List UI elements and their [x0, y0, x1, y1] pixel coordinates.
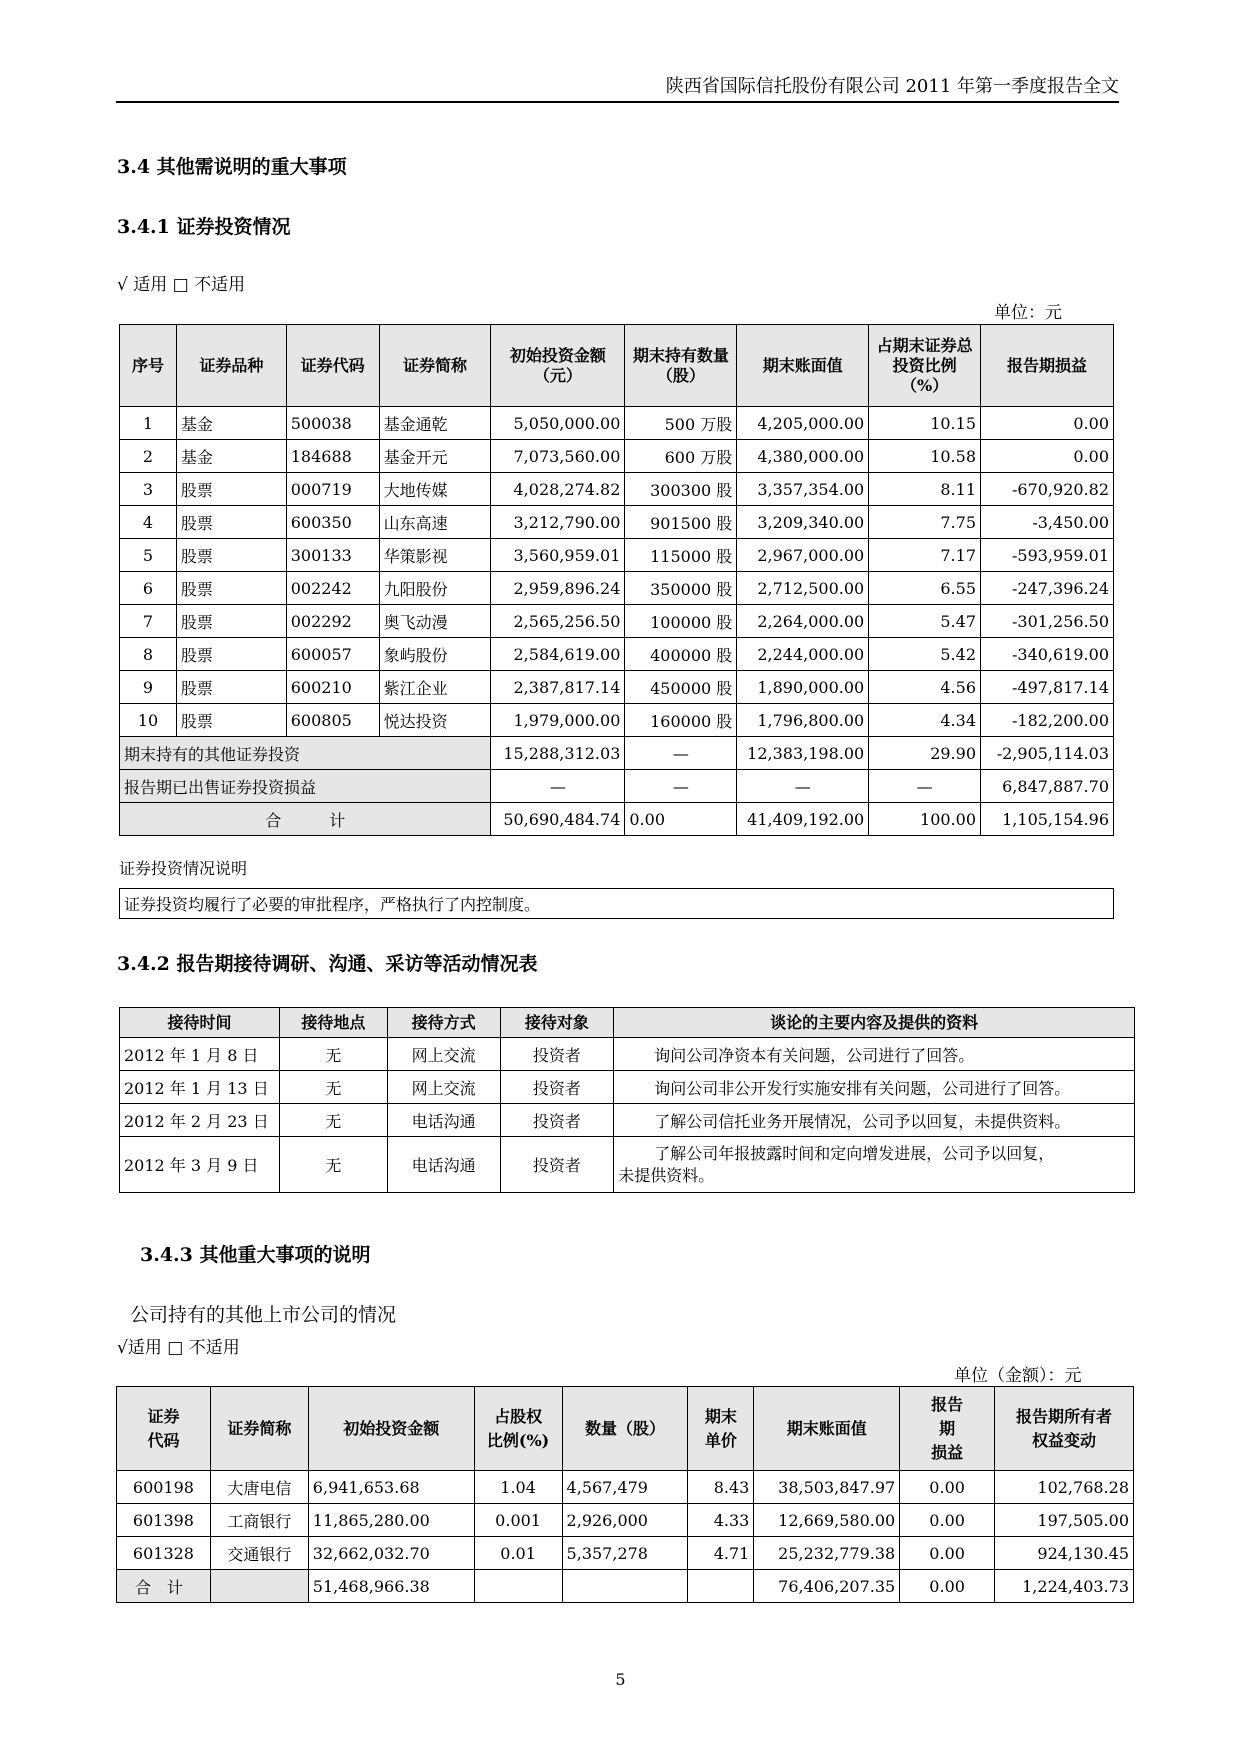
- row-label: 合 计: [117, 1570, 211, 1603]
- cell-code: 600350: [286, 506, 379, 539]
- cell-no: 4: [120, 506, 177, 539]
- cell-name: 山东高速: [379, 506, 491, 539]
- table-row: [117, 1537, 1134, 1570]
- cell-book: 38,503,847.97: [754, 1471, 900, 1504]
- col-header-content: 谈论的主要内容及提供的资料: [614, 1008, 1135, 1038]
- cell-type: 股票: [176, 506, 286, 539]
- cell-pl: 0.00: [900, 1471, 995, 1504]
- header-rule: [116, 101, 1119, 103]
- cell-initial: 2,959,896.24: [491, 572, 625, 605]
- section-3-4-2-title: 3.4.2 报告期接待调研、沟通、采访等活动情况表: [117, 953, 538, 975]
- cell-place: 无: [279, 1071, 387, 1104]
- col-header-qty: 期末持有数量（股）: [625, 325, 737, 407]
- cell-time: 2012 年 1 月 13 日: [120, 1071, 280, 1104]
- cell-initial: 2,387,817.14: [491, 671, 625, 704]
- cell-qty: 400000 股: [625, 638, 737, 671]
- cell-qty: 2,926,000: [562, 1504, 688, 1537]
- cell-qty: 500 万股: [625, 407, 737, 440]
- cell-pl: -247,396.24: [981, 572, 1114, 605]
- cell-method: 电话沟通: [387, 1104, 500, 1137]
- col-header-book: 期末账面值: [737, 325, 869, 407]
- cell-code: 600805: [286, 704, 379, 737]
- row-label: 期末持有的其他证券投资: [120, 737, 491, 770]
- cell-content: 询问公司净资本有关问题，公司进行了回答。: [614, 1038, 1135, 1071]
- section-3-4-3-title: 3.4.3 其他重大事项的说明: [140, 1244, 371, 1266]
- cell-price: 4.71: [688, 1537, 754, 1570]
- cell-pl: -3,450.00: [981, 506, 1114, 539]
- cell-qty: 160000 股: [625, 704, 737, 737]
- cell-book: 4,205,000.00: [737, 407, 869, 440]
- cell-name: 象屿股份: [379, 638, 491, 671]
- table-row: [120, 539, 1114, 572]
- cell-pl: -670,920.82: [981, 473, 1114, 506]
- cell-pl: -593,959.01: [981, 539, 1114, 572]
- cell-book: 12,383,198.00: [737, 737, 869, 770]
- col-header-ratio: [474, 1387, 562, 1471]
- cell-initial: 6,941,653.68: [308, 1471, 474, 1504]
- cell-equity: 102,768.28: [995, 1471, 1134, 1504]
- cell-target: 投资者: [500, 1137, 614, 1193]
- row-label: 报告期已出售证券投资损益: [120, 770, 491, 803]
- cell-empty: [210, 1570, 308, 1603]
- header-line: 报告: [931, 1394, 964, 1414]
- cell-initial: 51,468,966.38: [308, 1570, 474, 1603]
- cell-method: 电话沟通: [387, 1137, 500, 1193]
- col-header-price: [688, 1387, 754, 1471]
- cell-book: 2,264,000.00: [737, 605, 869, 638]
- cell-book: 41,409,192.00: [737, 803, 869, 836]
- table-row: [120, 605, 1114, 638]
- cell-pl: 0.00: [981, 440, 1114, 473]
- section-3-4-title: 3.4 其他需说明的重大事项: [117, 156, 347, 178]
- cell-content: 了解公司信托业务开展情况，公司予以回复，未提供资料。: [614, 1104, 1135, 1137]
- cell-pl: 0.00: [900, 1504, 995, 1537]
- cell-initial: 15,288,312.03: [491, 737, 625, 770]
- cell-ratio: 6.55: [869, 572, 981, 605]
- cell-type: 股票: [176, 638, 286, 671]
- cell-place: 无: [279, 1038, 387, 1071]
- col-header-pl: [900, 1387, 995, 1471]
- table-row-other: [120, 737, 1114, 770]
- cell-qty: 450000 股: [625, 671, 737, 704]
- unit-label-2: 单位（金额）：元: [954, 1366, 1082, 1386]
- cell-price: 8.43: [688, 1471, 754, 1504]
- cell-type: 股票: [176, 473, 286, 506]
- col-header-code: [117, 1387, 211, 1471]
- table-row: [120, 1137, 1135, 1193]
- cell-initial: —: [491, 770, 625, 803]
- cell-empty: [474, 1570, 562, 1603]
- cell-ratio: 10.15: [869, 407, 981, 440]
- section-3-4-3-subtitle: 公司持有的其他上市公司的情况: [130, 1304, 397, 1326]
- cell-type: 股票: [176, 605, 286, 638]
- col-header-equity: [995, 1387, 1134, 1471]
- cell-target: 投资者: [500, 1038, 614, 1071]
- table-row: [117, 1471, 1134, 1504]
- table-row: [120, 704, 1114, 737]
- cell-ratio: 7.17: [869, 539, 981, 572]
- cell-price: 4.33: [688, 1504, 754, 1537]
- cell-no: 7: [120, 605, 177, 638]
- table-row: [117, 1504, 1134, 1537]
- cell-code: 300133: [286, 539, 379, 572]
- col-header-book: 期末账面值: [754, 1387, 900, 1471]
- cell-ratio: 4.56: [869, 671, 981, 704]
- cell-name: 基金开元: [379, 440, 491, 473]
- cell-pl: -497,817.14: [981, 671, 1114, 704]
- cell-method: 网上交流: [387, 1071, 500, 1104]
- cell-code: 500038: [286, 407, 379, 440]
- unit-label-1: 单位：元: [994, 303, 1062, 323]
- cell-place: 无: [279, 1104, 387, 1137]
- col-header-method: 接待方式: [387, 1008, 500, 1038]
- applicable-checkbox-2: √适用 □ 不适用: [117, 1338, 240, 1358]
- col-header-type: 证券品种: [176, 325, 286, 407]
- cell-qty: 115000 股: [625, 539, 737, 572]
- cell-type: 基金: [176, 407, 286, 440]
- header-line: 证券: [147, 1406, 180, 1426]
- cell-name: 悦达投资: [379, 704, 491, 737]
- cell-no: 5: [120, 539, 177, 572]
- reception-activity-table: [119, 1007, 1135, 1193]
- cell-book: 12,669,580.00: [754, 1504, 900, 1537]
- cell-book: 25,232,779.38: [754, 1537, 900, 1570]
- cell-time: 2012 年 2 月 23 日: [120, 1104, 280, 1137]
- cell-code: 600198: [117, 1471, 211, 1504]
- col-header-no: 序号: [120, 325, 177, 407]
- cell-pl: -301,256.50: [981, 605, 1114, 638]
- cell-ratio: 8.11: [869, 473, 981, 506]
- cell-pl: 0.00: [981, 407, 1114, 440]
- cell-pl: -182,200.00: [981, 704, 1114, 737]
- table-row-total: [117, 1570, 1134, 1603]
- cell-name: 交通银行: [210, 1537, 308, 1570]
- col-header-ratio: 占期末证券总投资比例（%）: [869, 325, 981, 407]
- cell-name: 华策影视: [379, 539, 491, 572]
- table-row: [120, 506, 1114, 539]
- table-row: [120, 440, 1114, 473]
- cell-type: 股票: [176, 539, 286, 572]
- cell-book: 1,796,800.00: [737, 704, 869, 737]
- cell-qty: 100000 股: [625, 605, 737, 638]
- cell-equity: 924,130.45: [995, 1537, 1134, 1570]
- cell-target: 投资者: [500, 1071, 614, 1104]
- cell-name: 大唐电信: [210, 1471, 308, 1504]
- section-3-4-1-title: 3.4.1 证券投资情况: [117, 216, 291, 238]
- cell-no: 3: [120, 473, 177, 506]
- table-row: [120, 1104, 1135, 1137]
- header-line: 期: [939, 1418, 956, 1438]
- table-header-row: [120, 1008, 1135, 1038]
- col-header-target: 接待对象: [500, 1008, 614, 1038]
- cell-no: 2: [120, 440, 177, 473]
- cell-ratio: —: [869, 770, 981, 803]
- header-line: 占股权: [494, 1406, 543, 1426]
- cell-qty: —: [625, 737, 737, 770]
- cell-book: 3,357,354.00: [737, 473, 869, 506]
- cell-initial: 3,560,959.01: [491, 539, 625, 572]
- cell-ratio: 29.90: [869, 737, 981, 770]
- cell-initial: 1,979,000.00: [491, 704, 625, 737]
- cell-book: 3,209,340.00: [737, 506, 869, 539]
- row-label: 合 计: [120, 803, 491, 836]
- cell-content: 询问公司非公开发行实施安排有关问题，公司进行了回答。: [614, 1071, 1135, 1104]
- cell-content: [614, 1137, 1135, 1193]
- cell-initial: 2,584,619.00: [491, 638, 625, 671]
- cell-book: 2,244,000.00: [737, 638, 869, 671]
- cell-code: 601398: [117, 1504, 211, 1537]
- securities-investment-table: [119, 324, 1114, 836]
- header-line: 比例(%): [486, 1430, 550, 1450]
- header-line: 单价: [704, 1430, 737, 1450]
- investment-note-title: 证券投资情况说明: [119, 859, 248, 878]
- cell-qty: —: [625, 770, 737, 803]
- cell-book: 2,967,000.00: [737, 539, 869, 572]
- cell-initial: 5,050,000.00: [491, 407, 625, 440]
- cell-no: 1: [120, 407, 177, 440]
- cell-pl: -340,619.00: [981, 638, 1114, 671]
- table-row: [120, 1071, 1135, 1104]
- cell-ratio: 0.001: [474, 1504, 562, 1537]
- cell-ratio: 5.42: [869, 638, 981, 671]
- cell-book: 4,380,000.00: [737, 440, 869, 473]
- table-row-sold: [120, 770, 1114, 803]
- cell-time: 2012 年 1 月 8 日: [120, 1038, 280, 1071]
- cell-content-line-2: 未提供资料。: [618, 1165, 715, 1185]
- table-row: [120, 1038, 1135, 1071]
- header-line: 报告期所有者: [1016, 1406, 1113, 1426]
- cell-qty: 350000 股: [625, 572, 737, 605]
- cell-target: 投资者: [500, 1104, 614, 1137]
- cell-ratio: 5.47: [869, 605, 981, 638]
- cell-name: 九阳股份: [379, 572, 491, 605]
- cell-type: 股票: [176, 572, 286, 605]
- cell-empty: [562, 1570, 688, 1603]
- cell-qty: 5,357,278: [562, 1537, 688, 1570]
- cell-place: 无: [279, 1137, 387, 1193]
- col-header-name: 证券简称: [379, 325, 491, 407]
- cell-qty: 901500 股: [625, 506, 737, 539]
- cell-book: 2,712,500.00: [737, 572, 869, 605]
- header-line: 损益: [931, 1442, 964, 1462]
- cell-initial: 32,662,032.70: [308, 1537, 474, 1570]
- col-header-pl: 报告期损益: [981, 325, 1114, 407]
- cell-qty: 4,567,479: [562, 1471, 688, 1504]
- applicable-checkbox-1: √ 适用 □ 不适用: [117, 275, 246, 295]
- cell-book: 1,890,000.00: [737, 671, 869, 704]
- table-row: [120, 638, 1114, 671]
- col-header-qty: 数量（股）: [562, 1387, 688, 1471]
- cell-pl: -2,905,114.03: [981, 737, 1114, 770]
- cell-ratio: 7.75: [869, 506, 981, 539]
- table-row: [120, 473, 1114, 506]
- cell-code: 184688: [286, 440, 379, 473]
- header-line: 代码: [147, 1430, 180, 1450]
- table-row: [120, 407, 1114, 440]
- table-header-row: [117, 1387, 1134, 1471]
- cell-equity: 197,505.00: [995, 1504, 1134, 1537]
- cell-pl: 0.00: [900, 1570, 995, 1603]
- table-row: [120, 671, 1114, 704]
- cell-name: 工商银行: [210, 1504, 308, 1537]
- col-header-initial: 初始投资金额: [308, 1387, 474, 1471]
- cell-ratio: 1.04: [474, 1471, 562, 1504]
- cell-no: 9: [120, 671, 177, 704]
- cell-code: 600057: [286, 638, 379, 671]
- cell-pl: 1,105,154.96: [981, 803, 1114, 836]
- col-header-place: 接待地点: [279, 1008, 387, 1038]
- cell-ratio: 100.00: [869, 803, 981, 836]
- cell-no: 8: [120, 638, 177, 671]
- col-header-initial: 初始投资金额（元）: [491, 325, 625, 407]
- header-line: 期末: [704, 1406, 737, 1426]
- page-header-title: 陕西省国际信托股份有限公司 2011 年第一季度报告全文: [665, 76, 1119, 97]
- cell-type: 股票: [176, 704, 286, 737]
- cell-content-line-1: 了解公司年报披露时间和定向增发进展，公司予以回复，: [654, 1143, 1055, 1163]
- cell-no: 6: [120, 572, 177, 605]
- cell-book: —: [737, 770, 869, 803]
- investment-note-box: 证券投资均履行了必要的审批程序，严格执行了内控制度。: [119, 888, 1114, 919]
- cell-name: 大地传媒: [379, 473, 491, 506]
- cell-equity: 1,224,403.73: [995, 1570, 1134, 1603]
- cell-initial: 3,212,790.00: [491, 506, 625, 539]
- cell-code: 000719: [286, 473, 379, 506]
- cell-code: 002242: [286, 572, 379, 605]
- col-header-name: 证券简称: [210, 1387, 308, 1471]
- cell-code: 002292: [286, 605, 379, 638]
- cell-initial: 2,565,256.50: [491, 605, 625, 638]
- cell-name: 紫江企业: [379, 671, 491, 704]
- cell-ratio: 0.01: [474, 1537, 562, 1570]
- cell-book: 76,406,207.35: [754, 1570, 900, 1603]
- col-header-time: 接待时间: [120, 1008, 280, 1038]
- cell-qty: 300300 股: [625, 473, 737, 506]
- cell-empty: [688, 1570, 754, 1603]
- cell-code: 601328: [117, 1537, 211, 1570]
- cell-method: 网上交流: [387, 1038, 500, 1071]
- cell-ratio: 4.34: [869, 704, 981, 737]
- cell-no: 10: [120, 704, 177, 737]
- table-row-total: [120, 803, 1114, 836]
- cell-initial: 7,073,560.00: [491, 440, 625, 473]
- cell-initial: 11,865,280.00: [308, 1504, 474, 1537]
- cell-type: 股票: [176, 671, 286, 704]
- cell-pl: 0.00: [900, 1537, 995, 1570]
- cell-qty: 600 万股: [625, 440, 737, 473]
- header-line: 权益变动: [1032, 1430, 1097, 1450]
- cell-code: 600210: [286, 671, 379, 704]
- table-row: [120, 572, 1114, 605]
- cell-initial: 50,690,484.74: [491, 803, 625, 836]
- cell-name: 奥飞动漫: [379, 605, 491, 638]
- listed-company-holdings-table: [116, 1386, 1134, 1603]
- cell-type: 基金: [176, 440, 286, 473]
- col-header-code: 证券代码: [286, 325, 379, 407]
- table-header-row: [120, 325, 1114, 407]
- cell-time: 2012 年 3 月 9 日: [120, 1137, 280, 1193]
- cell-pl: 6,847,887.70: [981, 770, 1114, 803]
- cell-ratio: 10.58: [869, 440, 981, 473]
- cell-initial: 4,028,274.82: [491, 473, 625, 506]
- page-number: 5: [615, 1670, 626, 1689]
- cell-qty: 0.00: [625, 803, 737, 836]
- cell-name: 基金通乾: [379, 407, 491, 440]
